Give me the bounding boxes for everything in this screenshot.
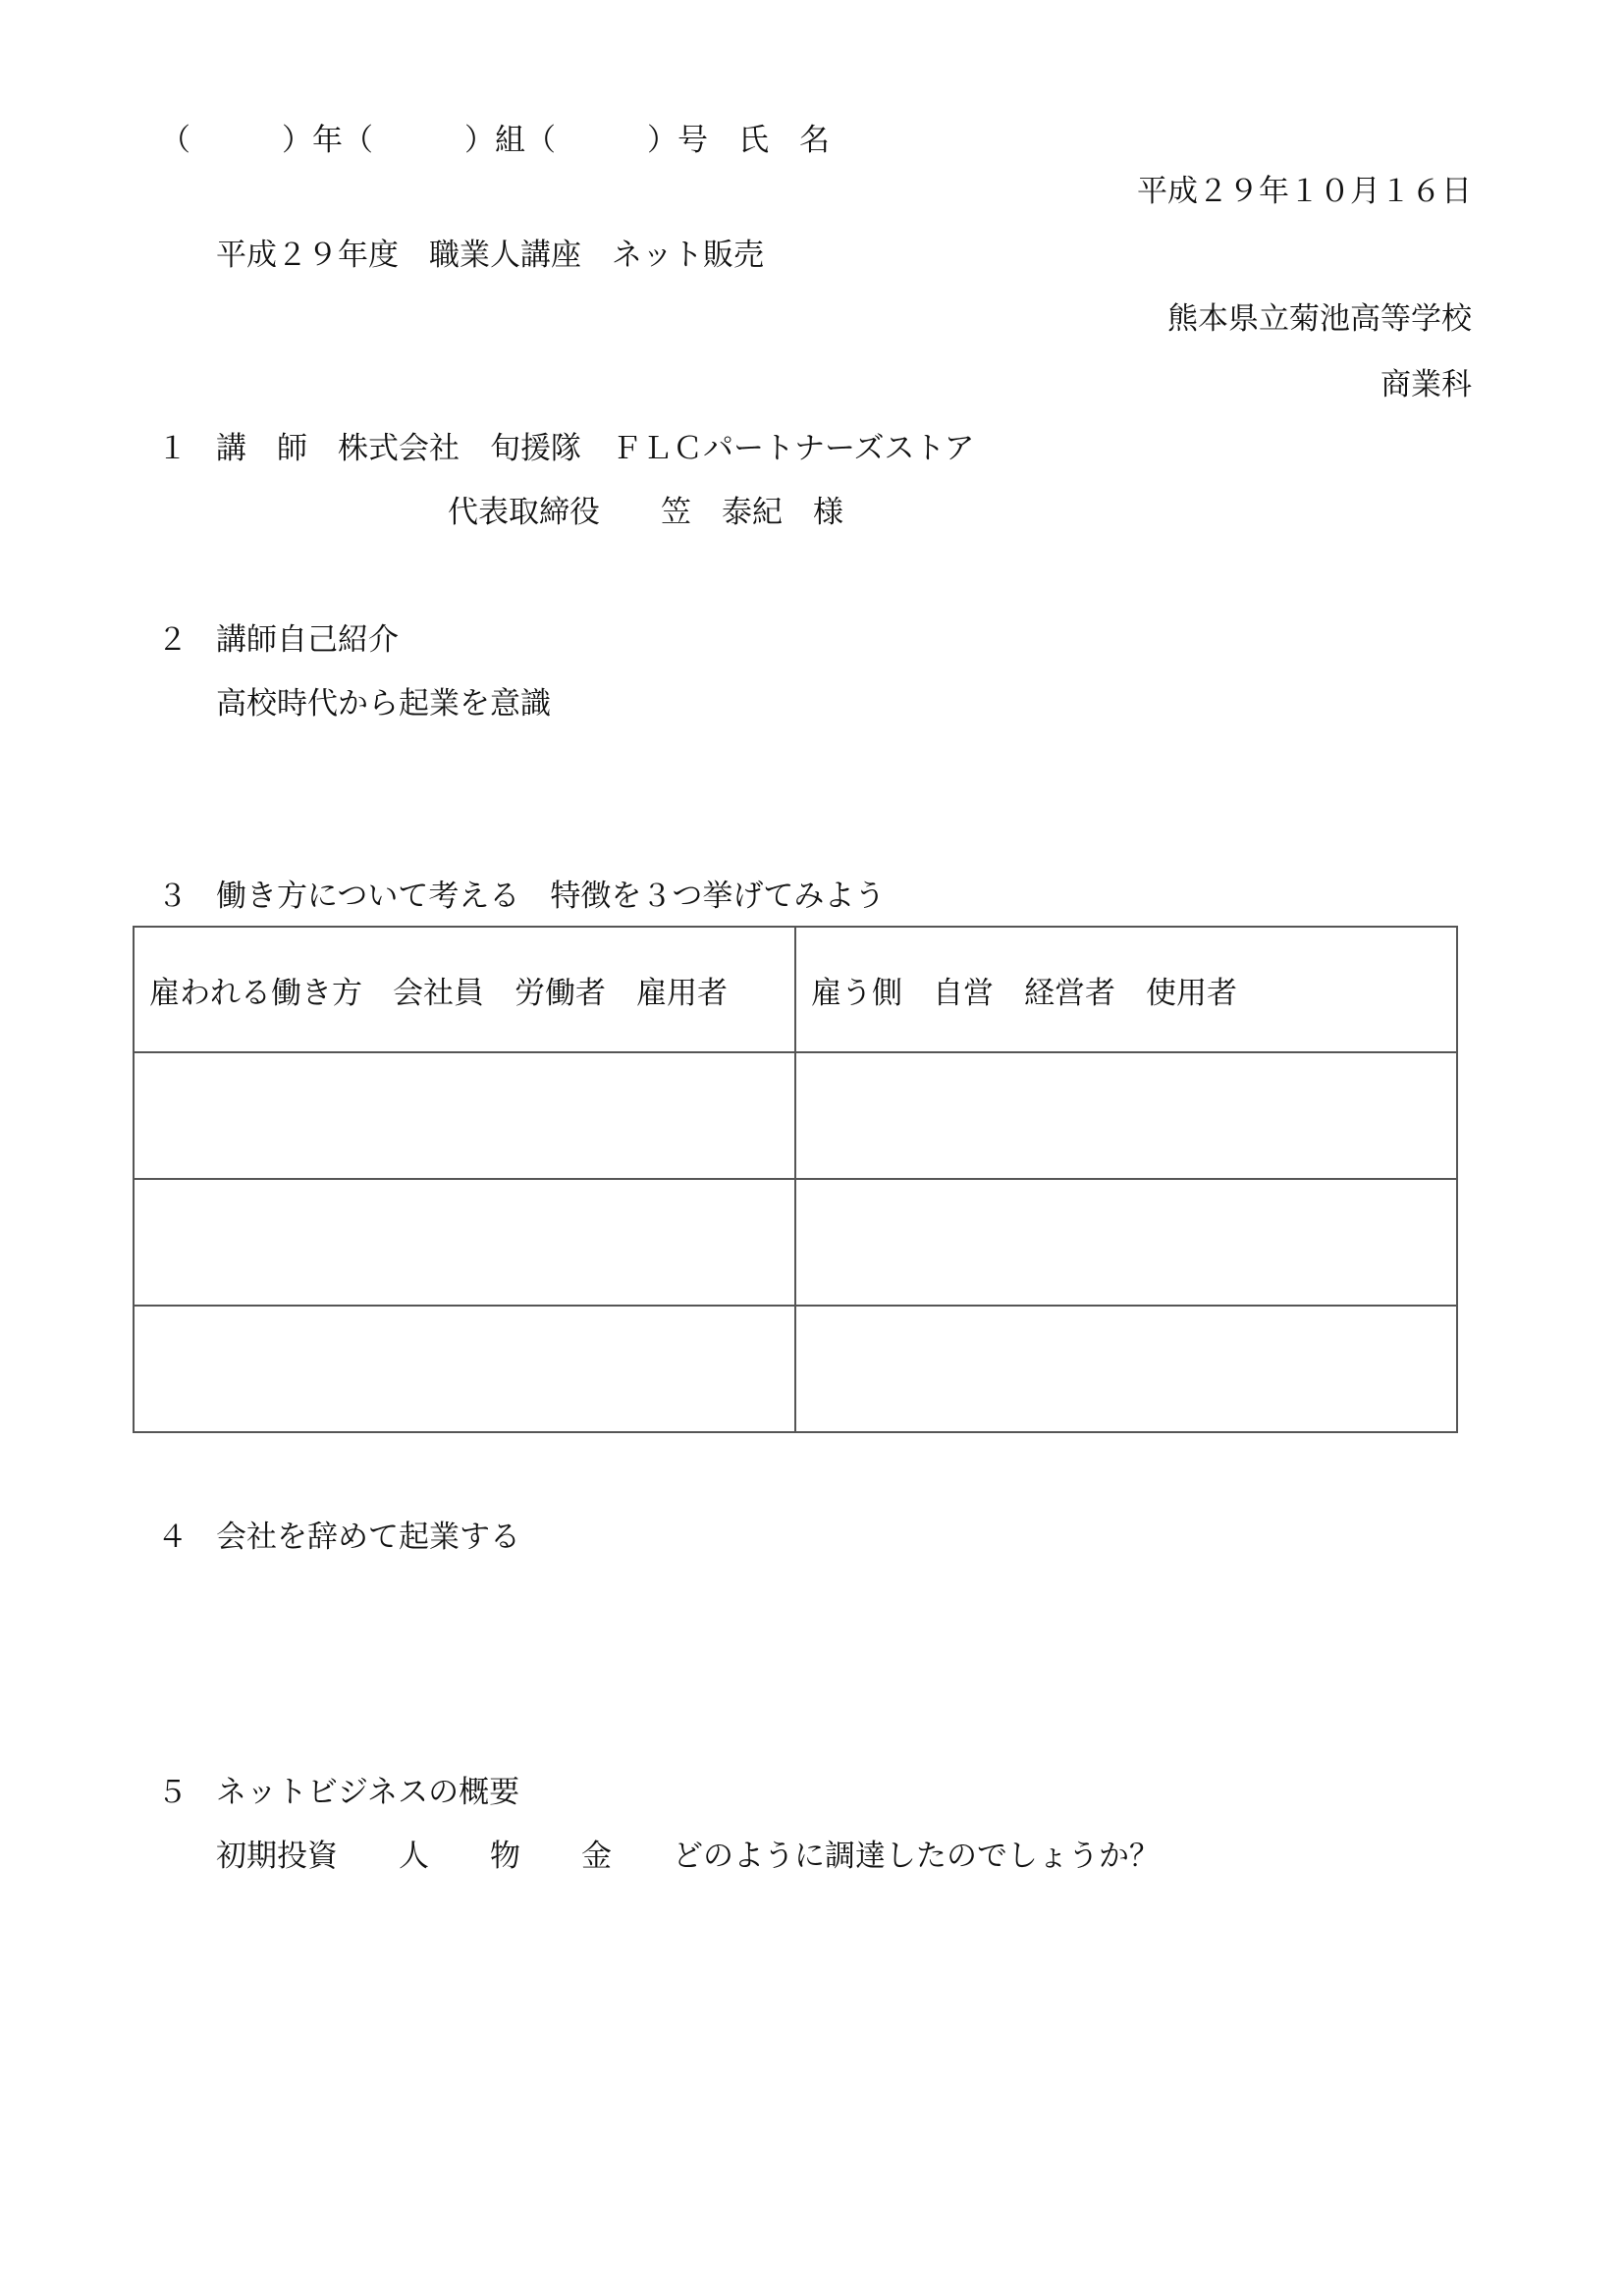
table-cell-answer[interactable] [134, 1052, 795, 1179]
school-name: 熊本県立菊池高等学校 [1167, 301, 1472, 337]
table-cell-answer[interactable] [795, 1052, 1457, 1179]
department-name: 商業科 [1380, 367, 1472, 402]
section-5-number: ５ [157, 1775, 188, 1810]
table-cell-answer[interactable] [134, 1179, 795, 1306]
table-row [134, 1306, 1457, 1432]
table-header-employer: 雇う側 自営 経営者 使用者 [795, 927, 1457, 1052]
section-3-heading: 働き方について考える 特徴を３つ挙げてみよう [216, 879, 886, 914]
table-cell-answer[interactable] [134, 1306, 795, 1432]
section-2-body: 高校時代から起業を意識 [216, 686, 551, 721]
section-4-heading: 会社を辞めて起業する [216, 1520, 520, 1555]
section-5-heading: ネットビジネスの概要 [216, 1775, 520, 1810]
table-row [134, 1179, 1457, 1306]
table-cell-answer[interactable] [795, 1306, 1457, 1432]
date: 平成２９年１０月１６日 [1137, 174, 1472, 209]
table-row [134, 1052, 1457, 1179]
section-1-lecturer: 講 師 株式会社 旬援隊 ＦＬＣパートナーズストア [216, 431, 975, 466]
section-1-number: １ [157, 431, 188, 466]
section-5-body: 初期投資 人 物 金 どのように調達したのでしょうか？ [216, 1839, 1160, 1874]
document-title: 平成２９年度 職業人講座 ネット販売 [216, 238, 764, 273]
section-2-number: ２ [157, 622, 188, 658]
student-info-line: （ ）年（ ）組（ ）号 氏 名 [160, 123, 830, 158]
work-style-table [133, 926, 1458, 1433]
section-1-lecturer-title: 代表取締役 笠 泰紀 様 [448, 495, 843, 530]
section-3-number: ３ [157, 879, 188, 914]
table-header-row [134, 927, 1457, 1052]
table-header-employed: 雇われる働き方 会社員 労働者 雇用者 [134, 927, 795, 1052]
section-4-number: ４ [157, 1520, 188, 1555]
section-2-heading: 講師自己紹介 [216, 622, 399, 658]
table-cell-answer[interactable] [795, 1179, 1457, 1306]
